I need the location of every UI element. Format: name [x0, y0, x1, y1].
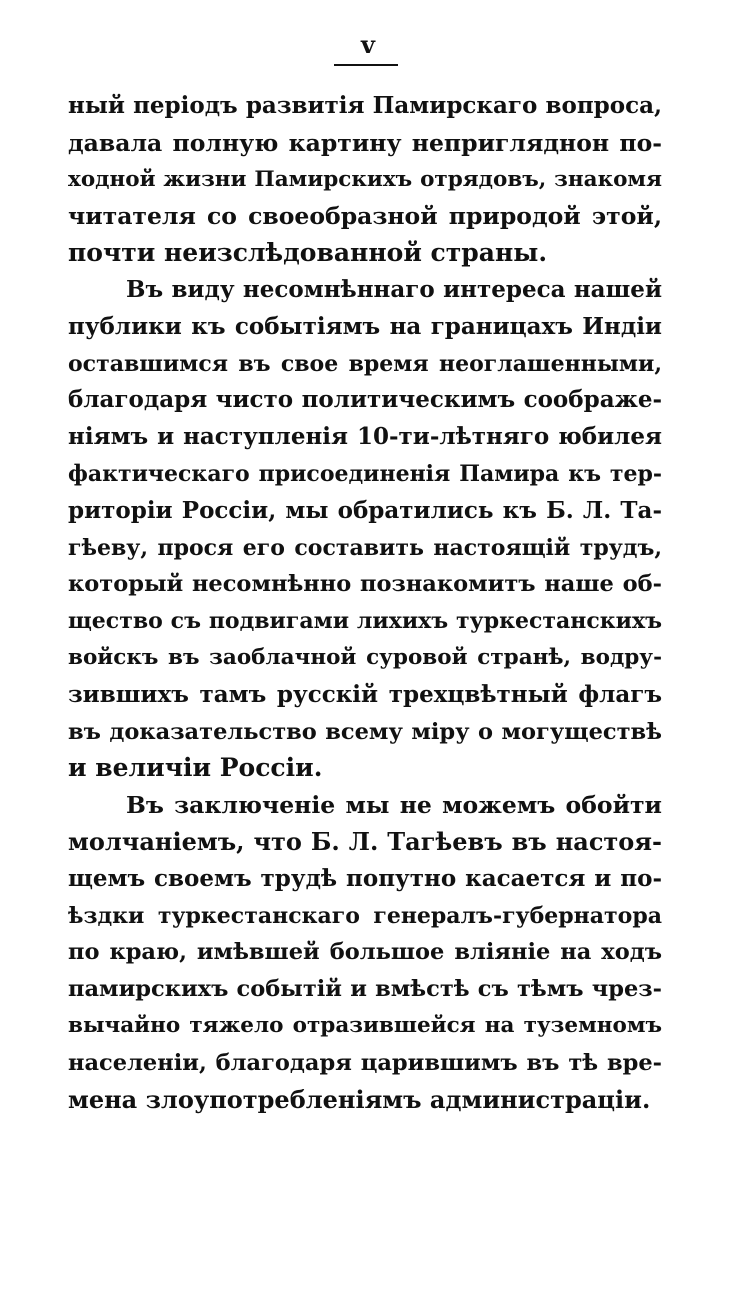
text-line: молчаніемъ, что Б. Л. Тагѣевъ въ настоя-	[68, 826, 662, 856]
text-line: благодаря чисто политическимъ соображе-	[68, 386, 662, 414]
text-line: населеніи, благодаря царившимъ въ тѣ вре-	[68, 1049, 662, 1076]
text-line: щемъ своемъ трудѣ попутно касается и по-	[68, 864, 662, 892]
text-line: который несомнѣнно познакомитъ наше об-	[68, 571, 662, 598]
text-line: по краю, имѣвшей большое вліяніе на ходъ	[68, 939, 662, 966]
text-line: и величіи Россіи.	[68, 753, 323, 783]
paragraph-2	[68, 272, 662, 787]
text-line: щество съ подвигами лихихъ туркестанскихъ	[68, 608, 662, 635]
text-line: ходной жизни Памирскихъ отрядовъ, знакомя	[68, 166, 662, 192]
paragraph-3	[68, 787, 662, 1118]
text-line: ѣздки туркестанскаго генералъ-губернатора	[68, 902, 662, 929]
text-line: зившихъ тамъ русскій трехцвѣтный флагъ	[68, 680, 662, 708]
text-line: мена злоупотребленіямъ администраціи.	[68, 1084, 651, 1114]
text-line: давала полную картину непригляднон по-	[68, 128, 662, 157]
text-line: Въ заключеніе мы не можемъ обойти	[126, 791, 662, 820]
text-line: гѣеву, прося его составить настоящій трудъ,	[68, 534, 662, 561]
text-line: почти неизслѣдованной страны.	[68, 238, 548, 268]
body-text	[68, 88, 662, 1118]
text-line: Въ виду несомнѣннаго интереса нашей	[126, 275, 662, 303]
text-line: памирскихъ событій и вмѣстѣ съ тѣмъ чрез-	[68, 976, 662, 1003]
text-line: ный періодъ развитія Памирскаго вопроса,	[68, 92, 662, 119]
page-number-rule	[334, 64, 398, 66]
text-line: читателя со своеобразной природой этой,	[68, 202, 662, 231]
text-line: оставшимся въ свое время неоглашенными,	[68, 350, 662, 377]
text-line: риторіи Россіи, мы обратились къ Б. Л. Та-	[68, 496, 662, 524]
paragraph-1	[68, 88, 662, 272]
text-line: фактическаго присоединенія Памира къ тер-	[68, 460, 662, 487]
page-number: v	[361, 30, 375, 59]
text-line: въ доказательство всему міру о могуществѣ	[68, 718, 662, 745]
text-line: вычайно тяжело отразившейся на туземномъ	[68, 1012, 662, 1038]
text-line: ніямъ и наступленія 10-ти-лѣтняго юбилея	[68, 423, 662, 451]
text-line: публики къ событіямъ на границахъ Индіи	[68, 312, 662, 340]
text-line: войскъ въ заоблачной суровой странѣ, водру-	[68, 644, 662, 670]
